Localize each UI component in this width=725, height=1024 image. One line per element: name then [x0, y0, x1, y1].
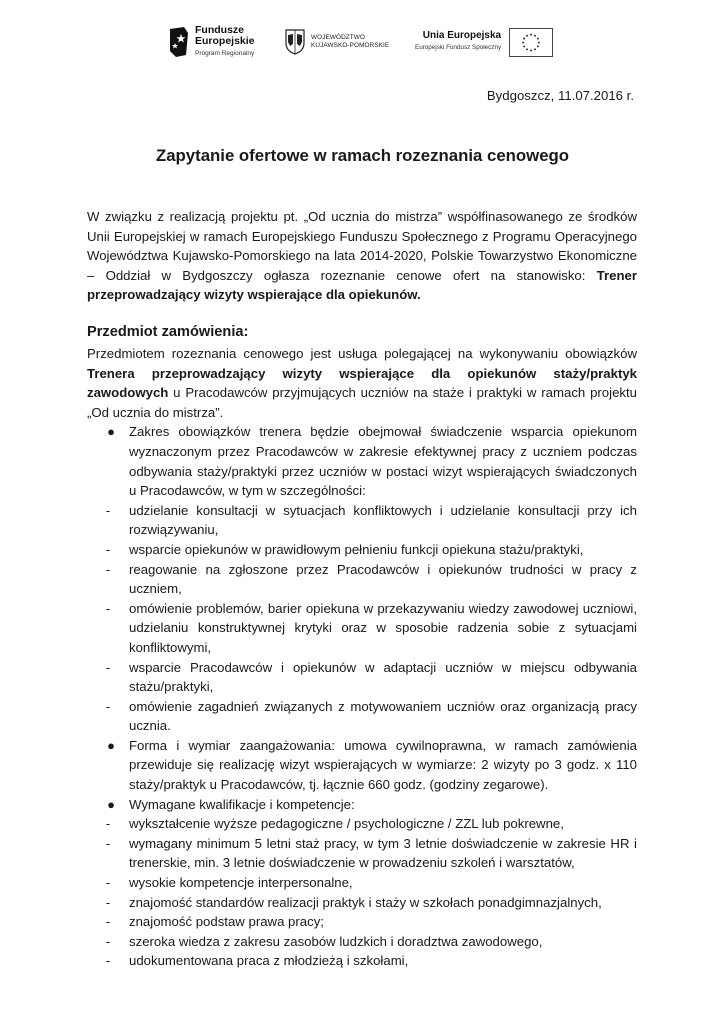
- sub-item: [87, 814, 637, 834]
- section-heading: Przedmiot zamówienia:: [87, 324, 249, 340]
- bullet-item-engagement: [87, 736, 637, 795]
- sub-item: [87, 697, 637, 736]
- sub-item: [87, 834, 637, 873]
- para-start: Przedmiotem rozeznania cenowego jest usługa polegającej na wykonywaniu obowiązków: [87, 346, 637, 361]
- fe-logo-line2: Europejskie: [195, 35, 255, 47]
- sub-item: [87, 599, 637, 658]
- sub-item-text: udzielanie konsultacji w sytuacjach konfliktowych i udzielanie konsultacji przy ich rozwiązywaniu,: [129, 502, 637, 538]
- woj-logo-line1: WOJEWÓDZTWO: [311, 33, 365, 41]
- dash-icon: -: [105, 953, 111, 969]
- fe-logo-line3: Program Regionalny: [195, 50, 255, 57]
- sub-item-text: reagowanie na zgłoszone przez Pracodawców i opiekunów trudności w pracy z uczniem,: [129, 561, 637, 597]
- intro-text: W związku z realizacją projektu pt. „Od ucznia do mistrza” współfinasowanego ze środków Unii Europejskiej w ramach Europejskiego Funduszu Społecznego z Programu Operacyjnego Województwa Kujawsko-Pomorskiego na lata 2014-2020, Polskie Towarzystwo Ekonomiczne – Oddział w Bydgoszczy ogłasza rozeznanie cenowe ofert na stanowisko:: [87, 209, 637, 283]
- bullet-icon: ●: [107, 796, 115, 812]
- bullet-item-scope: [87, 422, 637, 500]
- sub-item-text: wsparcie Pracodawców i opiekunów w adaptacji uczniów w miejscu odbywania stażu/praktyki,: [129, 659, 637, 695]
- logo-bar: [168, 22, 568, 62]
- bullet-text: Wymagane kwalifikacje i kompetencje:: [129, 796, 355, 812]
- ue-logo-line2: Europejski Fundusz Społeczny: [415, 44, 502, 51]
- eu-flag-icon: [509, 28, 553, 57]
- unia-europejska-logo: [415, 22, 553, 62]
- document-title: Zapytanie ofertowe w ramach rozeznania cenowego: [155, 146, 570, 165]
- sub-item: [87, 951, 637, 971]
- sub-list-scope: [87, 501, 637, 736]
- dash-icon: -: [105, 875, 111, 891]
- sub-item: [87, 873, 637, 893]
- sub-item-text: wysokie kompetencje interpersonalne,: [129, 875, 353, 891]
- bullet-text: Zakres obowiązków trenera będzie obejmował świadczenie wsparcia opiekunom wyznaczonym przez Pracodawców w zakresie efektywnej pracy z uczniem podczas odbywania staży/praktyki przez uczniów w postaci wizyt wspierających świadczonych u Pracodawców, w tym w szczególności:: [129, 424, 637, 499]
- bullet-icon: ●: [107, 424, 115, 440]
- dash-icon: -: [105, 541, 111, 557]
- fundusze-europejskie-logo: [168, 22, 255, 62]
- fundusze-europejskie-emblem-icon: [168, 25, 190, 59]
- section-body: [87, 344, 637, 971]
- sub-item-text: szeroka wiedza z zakresu zasobów ludzkich i doradztwa zawodowego,: [129, 933, 543, 949]
- sub-item: [87, 560, 637, 599]
- coat-of-arms-icon: [285, 29, 305, 55]
- ue-logo-line1: Unia Europejska: [422, 30, 502, 41]
- sub-item: [87, 540, 637, 560]
- sub-item: [87, 501, 637, 540]
- dash-icon: -: [105, 561, 111, 577]
- sub-item-text: omówienie problemów, barier opiekuna w przekazywaniu wiedzy zawodowej uczniowi, udzielaniu konstruktywnej krytyki oraz w sposobie radzenia sobie z sytuacjami konfliktowymi,: [129, 600, 637, 655]
- section-paragraph: [87, 344, 637, 422]
- document-date: Bydgoszcz, 11.07.2016 r.: [486, 88, 634, 103]
- dash-icon: -: [105, 659, 111, 675]
- fe-logo-line1: Fundusze: [195, 24, 244, 36]
- woj-logo-line2: KUJAWSKO-POMORSKIE: [311, 42, 390, 49]
- intro-paragraph: [87, 207, 637, 305]
- dash-icon: -: [105, 933, 111, 949]
- sub-item-text: wykształcenie wyższe pedagogiczne / psychologiczne / ZZL lub pokrewne,: [129, 816, 564, 832]
- para-end: u Pracodawców przyjmujących uczniów na staże i praktyki w ramach projektu „Od ucznia do mistrza”.: [87, 385, 637, 420]
- sub-item: [87, 893, 637, 913]
- sub-item-text: wymagany minimum 5 letni staż pracy, w tym 3 letnie doświadczenie w zakresie HR i trenerskie, min. 3 letnie doświadczenie w prowadzeniu szkoleń i warsztatów,: [129, 835, 637, 871]
- sub-item-text: wsparcie opiekunów w prawidłowym pełnieniu funkcji opiekuna stażu/praktyki,: [129, 541, 584, 557]
- wojewodztwo-logo: [285, 22, 389, 62]
- dash-icon: -: [105, 600, 111, 616]
- sub-item-text: udokumentowana praca z młodzieżą i szkołami,: [129, 953, 409, 969]
- dash-icon: -: [105, 698, 111, 714]
- dash-icon: -: [105, 502, 111, 518]
- dash-icon: -: [105, 914, 111, 930]
- dash-icon: -: [105, 816, 111, 832]
- bullet-icon: ●: [107, 737, 115, 753]
- intro-bold-position: Trener przeprowadzający wizyty wspierające dla opiekunów.: [87, 267, 637, 303]
- sub-list-qualifications: [87, 814, 637, 971]
- sub-item: [87, 658, 637, 697]
- sub-item-text: znajomość podstaw prawa pracy;: [129, 914, 324, 930]
- dash-icon: -: [105, 894, 111, 910]
- sub-item: [87, 912, 637, 932]
- para-bold: Trenera przeprowadzający wizyty wspierające dla opiekunów staży/praktyk zawodowych: [87, 365, 637, 401]
- bullet-item-qualifications: [87, 795, 637, 815]
- sub-item-text: omówienie zagadnień związanych z motywowaniem uczniów oraz organizacją pracy ucznia.: [129, 698, 637, 734]
- dash-icon: -: [105, 835, 111, 851]
- bullet-text: Forma i wymiar zaangażowania: umowa cywilnoprawna, w ramach zamówienia przewiduje się realizację wizyt wspierających w wymiarze: 2 wizyty po 3 godz. x 110 staży/praktyk u Pracodawców, tj. łącznie 660 godz. (godziny zegarowe).: [129, 737, 637, 793]
- sub-item: [87, 932, 637, 952]
- sub-item-text: znajomość standardów realizacji praktyk i staży w szkołach ponadgimnazjalnych,: [129, 894, 602, 910]
